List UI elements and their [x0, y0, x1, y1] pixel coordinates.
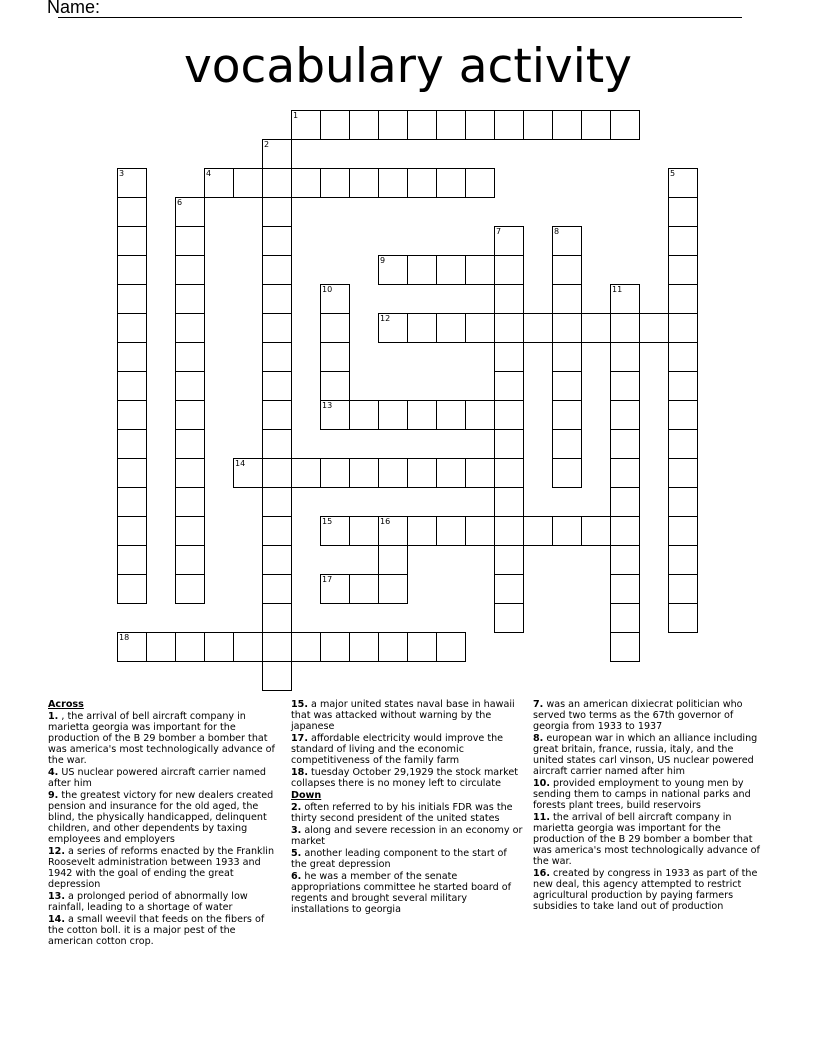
clue-number: 12	[380, 314, 391, 323]
clue-item-number: 15.	[291, 699, 308, 710]
grid-cell[interactable]	[407, 255, 437, 285]
grid-cell[interactable]	[262, 284, 292, 314]
clue-item-number: 7.	[533, 699, 544, 710]
clue-number: 4	[206, 169, 212, 178]
grid-cell[interactable]	[262, 255, 292, 285]
grid-cell[interactable]	[465, 516, 495, 546]
grid-cell[interactable]	[494, 371, 524, 401]
clue-item	[291, 871, 523, 915]
grid-cell[interactable]	[262, 516, 292, 546]
clue-item	[291, 733, 523, 766]
grid-cell[interactable]	[610, 429, 640, 459]
clue-item	[291, 699, 523, 732]
grid-cell[interactable]	[262, 371, 292, 401]
clue-item	[533, 868, 765, 912]
grid-cell[interactable]	[204, 632, 234, 662]
grid-cell[interactable]	[610, 400, 640, 430]
grid-cell[interactable]	[175, 226, 205, 256]
grid-cell[interactable]	[175, 284, 205, 314]
clue-item-text: the arrival of bell aircraft company in marietta georgia was important for the production of the B 29 bomber a bomber that was america's most technologically advance of the war.	[533, 812, 760, 867]
grid-cell[interactable]	[465, 400, 495, 430]
grid-cell[interactable]	[610, 632, 640, 662]
grid-cell[interactable]	[407, 632, 437, 662]
grid-cell[interactable]	[668, 371, 698, 401]
clue-item	[533, 812, 765, 867]
clue-item-text: , the arrival of bell aircraft company in marietta georgia was important for the production of the B 29 bomber a bomber that was america's most technologically advance of the war.	[48, 711, 275, 766]
clue-item-number: 2.	[291, 802, 302, 813]
clue-item-number: 3.	[291, 825, 302, 836]
clue-item-number: 13.	[48, 891, 65, 902]
grid-cell[interactable]	[175, 400, 205, 430]
grid-cell[interactable]	[668, 545, 698, 575]
clues-column-3	[533, 699, 765, 913]
grid-cell[interactable]	[262, 313, 292, 343]
grid-cell[interactable]	[117, 342, 147, 372]
grid-cell[interactable]	[610, 603, 640, 633]
grid-cell[interactable]	[494, 516, 524, 546]
clue-item	[533, 733, 765, 777]
grid-cell[interactable]	[668, 342, 698, 372]
clue-number: 11	[612, 285, 623, 294]
clue-item-text: the greatest victory for new dealers created pension and insurance for the old aged, the blind, the physically handicapped, delinquent children, and other dependents by taxing employees and employers	[48, 790, 274, 845]
grid-cell[interactable]	[262, 429, 292, 459]
grid-cell[interactable]	[320, 371, 350, 401]
grid-cell[interactable]	[465, 458, 495, 488]
grid-cell[interactable]	[668, 168, 698, 198]
grid-cell[interactable]	[581, 110, 611, 140]
grid-cell[interactable]	[175, 632, 205, 662]
clue-item	[533, 778, 765, 811]
grid-cell[interactable]	[175, 255, 205, 285]
grid-cell[interactable]	[378, 516, 408, 546]
grid-cell[interactable]	[378, 632, 408, 662]
clue-number: 16	[380, 517, 391, 526]
clues-column-1	[48, 699, 280, 948]
clue-item-text: a series of reforms enacted by the Franklin Roosevelt administration between 1933 and 1942 with the goal of ending the great depression	[48, 846, 275, 890]
clue-item-text: tuesday October 29,1929 the stock market collapses there is no money left to circulate	[291, 767, 519, 789]
clue-item-number: 14.	[48, 914, 65, 925]
grid-cell[interactable]	[407, 458, 437, 488]
grid-cell[interactable]	[552, 400, 582, 430]
grid-cell[interactable]	[175, 487, 205, 517]
grid-cell[interactable]	[262, 197, 292, 227]
grid-cell[interactable]	[465, 255, 495, 285]
grid-cell[interactable]	[117, 284, 147, 314]
grid-cell[interactable]	[436, 168, 466, 198]
clue-number: 7	[496, 227, 502, 236]
clue-item-text: he was a member of the senate appropriations committee he started board of regents and brought several military installations to georgia	[291, 871, 511, 915]
grid-cell[interactable]	[378, 545, 408, 575]
grid-cell[interactable]	[494, 400, 524, 430]
clue-item-number: 5.	[291, 848, 302, 859]
clue-item-number: 9.	[48, 790, 59, 801]
grid-cell[interactable]	[668, 429, 698, 459]
grid-cell[interactable]	[581, 516, 611, 546]
grid-cell[interactable]	[378, 168, 408, 198]
grid-cell[interactable]	[378, 313, 408, 343]
grid-cell[interactable]	[378, 255, 408, 285]
grid-cell[interactable]	[610, 313, 640, 343]
grid-cell[interactable]	[175, 429, 205, 459]
grid-cell[interactable]	[407, 516, 437, 546]
clue-item-number: 1.	[48, 711, 59, 722]
grid-cell[interactable]	[465, 313, 495, 343]
grid-cell[interactable]	[175, 516, 205, 546]
grid-cell[interactable]	[610, 487, 640, 517]
grid-cell[interactable]	[610, 371, 640, 401]
grid-cell[interactable]	[378, 400, 408, 430]
grid-cell[interactable]	[291, 458, 321, 488]
grid-cell[interactable]	[436, 458, 466, 488]
grid-cell[interactable]	[494, 574, 524, 604]
grid-cell[interactable]	[117, 197, 147, 227]
clue-item	[48, 767, 280, 789]
grid-cell[interactable]	[320, 574, 350, 604]
grid-cell[interactable]	[668, 574, 698, 604]
grid-cell[interactable]	[146, 632, 176, 662]
grid-cell[interactable]	[320, 168, 350, 198]
grid-cell[interactable]	[349, 574, 379, 604]
grid-cell[interactable]	[494, 110, 524, 140]
clue-number: 2	[264, 140, 270, 149]
clue-item	[291, 767, 523, 789]
grid-cell[interactable]	[175, 458, 205, 488]
grid-cell[interactable]	[494, 226, 524, 256]
clue-item-text: along and severe recession in an economy or market	[291, 825, 523, 847]
clue-number: 5	[670, 169, 676, 178]
grid-cell[interactable]	[436, 632, 466, 662]
clue-item-text: european war in which an alliance including great britain, france, russia, italy, and the united states carl vinson, US nuclear powered aircraft carrier named after him	[533, 733, 758, 777]
grid-cell[interactable]	[407, 168, 437, 198]
clue-number: 10	[322, 285, 333, 294]
clue-number: 18	[119, 633, 130, 642]
grid-cell[interactable]	[523, 110, 553, 140]
clue-number: 6	[177, 198, 183, 207]
clue-number: 8	[554, 227, 560, 236]
grid-cell[interactable]	[262, 574, 292, 604]
grid-cell[interactable]	[262, 487, 292, 517]
grid-cell[interactable]	[610, 284, 640, 314]
page-title: vocabulary activity	[183, 39, 632, 94]
clue-item-text: a prolonged period of abnormally low rainfall, leading to a shortage of water	[48, 891, 248, 913]
grid-cell[interactable]	[668, 458, 698, 488]
grid-cell[interactable]	[320, 632, 350, 662]
grid-cell[interactable]	[117, 168, 147, 198]
clue-item	[291, 825, 523, 847]
grid-cell[interactable]	[175, 197, 205, 227]
grid-cell[interactable]	[175, 545, 205, 575]
grid-cell[interactable]	[552, 429, 582, 459]
clue-item	[48, 790, 280, 845]
grid-cell[interactable]	[668, 284, 698, 314]
clue-item-text: US nuclear powered aircraft carrier named after him	[48, 767, 267, 789]
grid-cell[interactable]	[320, 516, 350, 546]
grid-cell[interactable]	[117, 632, 147, 662]
grid-cell[interactable]	[117, 255, 147, 285]
grid-cell[interactable]	[349, 110, 379, 140]
clues-heading: Across	[48, 699, 84, 710]
clues-column-2	[291, 699, 523, 916]
grid-cell[interactable]	[378, 458, 408, 488]
grid-cell[interactable]	[668, 603, 698, 633]
grid-cell[interactable]	[117, 400, 147, 430]
clue-number: 9	[380, 256, 386, 265]
clue-number: 1	[293, 111, 299, 120]
grid-cell[interactable]	[436, 400, 466, 430]
grid-cell[interactable]	[552, 371, 582, 401]
clue-item	[48, 891, 280, 913]
grid-cell[interactable]	[117, 516, 147, 546]
grid-cell[interactable]	[523, 516, 553, 546]
grid-cell[interactable]	[610, 516, 640, 546]
grid-cell[interactable]	[117, 429, 147, 459]
grid-cell[interactable]	[465, 168, 495, 198]
grid-cell[interactable]	[320, 313, 350, 343]
grid-cell[interactable]	[262, 342, 292, 372]
clue-item-text: was an american dixiecrat politician who served two terms as the 67th governor of georgia from 1933 to 1937	[533, 699, 743, 732]
clue-item-text: a major united states naval base in hawaii that was attacked without warning by the japanese	[291, 699, 515, 732]
clue-item-text: provided employment to young men by sending them to camps in national parks and forests plant trees, build reservoirs	[533, 778, 751, 811]
grid-cell[interactable]	[204, 168, 234, 198]
grid-cell[interactable]	[117, 574, 147, 604]
grid-cell[interactable]	[552, 284, 582, 314]
grid-cell[interactable]	[117, 487, 147, 517]
clue-item	[291, 802, 523, 824]
grid-cell[interactable]	[552, 226, 582, 256]
grid-cell[interactable]	[117, 371, 147, 401]
grid-cell[interactable]	[175, 574, 205, 604]
grid-cell[interactable]	[291, 168, 321, 198]
grid-cell[interactable]	[494, 284, 524, 314]
grid-cell[interactable]	[436, 313, 466, 343]
clue-item-number: 8.	[533, 733, 544, 744]
clue-item	[48, 711, 280, 766]
clue-item-number: 6.	[291, 871, 302, 882]
clue-item-number: 12.	[48, 846, 65, 857]
clue-number: 3	[119, 169, 125, 178]
grid-cell[interactable]	[262, 400, 292, 430]
clue-item-number: 4.	[48, 767, 59, 778]
grid-cell[interactable]	[175, 342, 205, 372]
clues-heading: Down	[291, 790, 322, 801]
grid-cell[interactable]	[552, 516, 582, 546]
grid-cell[interactable]	[378, 110, 408, 140]
clue-item-number: 16.	[533, 868, 550, 879]
grid-cell[interactable]	[291, 110, 321, 140]
grid-cell[interactable]	[291, 632, 321, 662]
grid-cell[interactable]	[262, 168, 292, 198]
clue-item	[291, 848, 523, 870]
grid-cell[interactable]	[175, 313, 205, 343]
grid-cell[interactable]	[668, 255, 698, 285]
grid-cell[interactable]	[552, 255, 582, 285]
grid-cell[interactable]	[523, 313, 553, 343]
grid-cell[interactable]	[610, 342, 640, 372]
grid-cell[interactable]	[262, 632, 292, 662]
grid-cell[interactable]	[436, 516, 466, 546]
grid-cell[interactable]	[668, 197, 698, 227]
grid-cell[interactable]	[349, 168, 379, 198]
grid-cell[interactable]	[320, 400, 350, 430]
grid-cell[interactable]	[349, 458, 379, 488]
grid-cell[interactable]	[117, 545, 147, 575]
grid-cell[interactable]	[552, 313, 582, 343]
grid-cell[interactable]	[262, 139, 292, 169]
grid-cell[interactable]	[436, 110, 466, 140]
grid-cell[interactable]	[668, 516, 698, 546]
grid-cell[interactable]	[117, 313, 147, 343]
grid-cell[interactable]	[494, 545, 524, 575]
grid-cell[interactable]	[320, 110, 350, 140]
grid-cell[interactable]	[407, 313, 437, 343]
grid-cell[interactable]	[552, 458, 582, 488]
clue-item	[48, 914, 280, 947]
grid-cell[interactable]	[494, 603, 524, 633]
grid-cell[interactable]	[320, 284, 350, 314]
grid-cell[interactable]	[494, 458, 524, 488]
grid-cell[interactable]	[639, 313, 669, 343]
grid-cell[interactable]	[610, 110, 640, 140]
grid-cell[interactable]	[262, 226, 292, 256]
grid-cell[interactable]	[610, 545, 640, 575]
grid-cell[interactable]	[262, 603, 292, 633]
grid-cell[interactable]	[581, 313, 611, 343]
clue-item-text: another leading component to the start of the great depression	[291, 848, 507, 870]
clue-item-text: a small weevil that feeds on the fibers of the cotton boll. it is a major pest of the american cotton crop.	[48, 914, 265, 947]
grid-cell[interactable]	[233, 632, 263, 662]
grid-cell[interactable]	[262, 661, 292, 691]
clue-number: 14	[235, 459, 246, 468]
grid-cell[interactable]	[117, 226, 147, 256]
grid-cell[interactable]	[668, 400, 698, 430]
grid-cell[interactable]	[233, 458, 263, 488]
clue-item-number: 11.	[533, 812, 550, 823]
clue-item-number: 10.	[533, 778, 550, 789]
clue-number: 13	[322, 401, 333, 410]
grid-cell[interactable]	[320, 458, 350, 488]
clue-item-text: affordable electricity would improve the standard of living and the economic competitiveness of the family farm	[291, 733, 504, 766]
clue-number: 17	[322, 575, 333, 584]
grid-cell[interactable]	[494, 487, 524, 517]
grid-cell[interactable]	[465, 110, 495, 140]
grid-cell[interactable]	[668, 226, 698, 256]
grid-cell[interactable]	[349, 632, 379, 662]
clue-item-text: created by congress in 1933 as part of the new deal, this agency attempted to restrict agricultural production by paying farmers subsidies to take land out of production	[533, 868, 758, 912]
name-label: Name:	[47, 0, 101, 17]
grid-cell[interactable]	[494, 342, 524, 372]
grid-cell[interactable]	[378, 574, 408, 604]
clue-item-number: 17.	[291, 733, 308, 744]
grid-cell[interactable]	[407, 400, 437, 430]
grid-cell[interactable]	[610, 458, 640, 488]
grid-cell[interactable]	[262, 545, 292, 575]
grid-cell[interactable]	[494, 255, 524, 285]
grid-cell[interactable]	[320, 342, 350, 372]
grid-cell[interactable]	[436, 255, 466, 285]
clue-number: 15	[322, 517, 333, 526]
grid-cell[interactable]	[233, 168, 263, 198]
clue-item	[533, 699, 765, 732]
grid-cell[interactable]	[610, 574, 640, 604]
grid-cell[interactable]	[552, 110, 582, 140]
grid-cell[interactable]	[349, 516, 379, 546]
grid-cell[interactable]	[175, 371, 205, 401]
grid-cell[interactable]	[262, 458, 292, 488]
grid-cell[interactable]	[349, 400, 379, 430]
clue-item-text: often referred to by his initials FDR was the thirty second president of the united states	[291, 802, 513, 824]
grid-cell[interactable]	[407, 110, 437, 140]
grid-cell[interactable]	[494, 313, 524, 343]
grid-cell[interactable]	[668, 487, 698, 517]
clue-item	[48, 846, 280, 890]
clue-item-number: 18.	[291, 767, 308, 778]
grid-cell[interactable]	[552, 342, 582, 372]
grid-cell[interactable]	[117, 458, 147, 488]
grid-cell[interactable]	[494, 429, 524, 459]
grid-cell[interactable]	[668, 313, 698, 343]
